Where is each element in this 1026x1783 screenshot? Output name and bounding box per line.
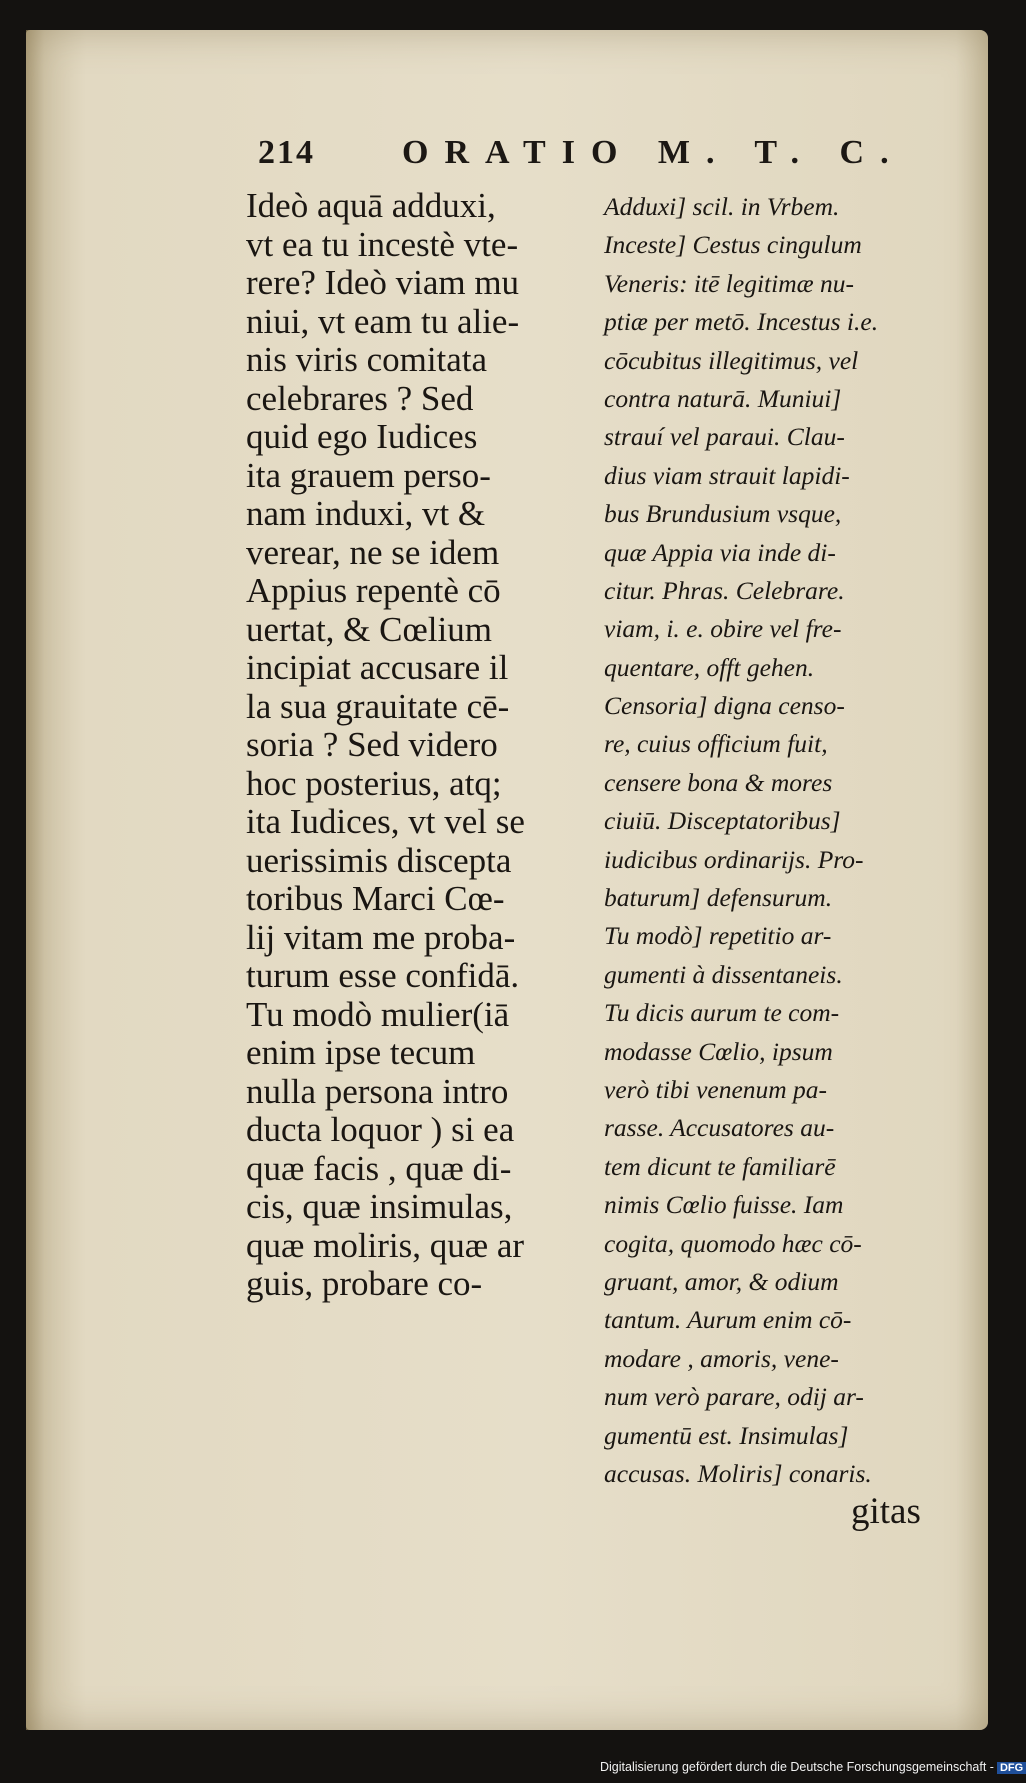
note-line: modasse Cœlio, ipsum xyxy=(604,1036,833,1066)
note-line: Inceste] Cestus cingulum xyxy=(604,230,862,260)
dfg-logo: DFG xyxy=(997,1762,1026,1774)
note-line: Tu dicis aurum te com- xyxy=(604,998,840,1028)
note-line: Veneris: itē legitimæ nu- xyxy=(604,268,854,298)
text-line: ita Iudices, vt vel se xyxy=(246,802,525,841)
note-line: gruant, amor, & odium xyxy=(604,1266,839,1296)
text-line: Ideò aquā adduxi, xyxy=(246,186,496,225)
note-line: Adduxi] scil. in Vrbem. xyxy=(604,192,840,221)
text-line: verear, ne se idem xyxy=(246,532,500,572)
credit-text: Digitalisierung gefördert durch die Deutsche Forschungsgemeinschaft - xyxy=(600,1760,994,1774)
note-line: nimis Cœlio fuisse. Iam xyxy=(604,1190,844,1220)
note-line: ciuiū. Disceptatoribus] xyxy=(604,806,841,836)
note-line: quæ Appia via inde di- xyxy=(604,537,836,567)
running-title: ORATIO M. T. C. xyxy=(402,134,905,171)
text-line: la sua grauitate cē- xyxy=(246,686,510,726)
text-line: enim ipse tecum xyxy=(246,1033,476,1072)
text-line: uertat, & Cœlium xyxy=(246,609,492,649)
note-line: bus Brundusium vsque, xyxy=(604,499,842,529)
text-line: quæ facis , quæ di- xyxy=(246,1148,512,1188)
note-line: strauí vel paraui. Clau- xyxy=(604,422,845,452)
note-line: rasse. Accusatores au- xyxy=(604,1113,835,1143)
text-line: guis, probare co- xyxy=(246,1264,483,1303)
text-line: soria ? Sed videro xyxy=(246,725,498,764)
page-number: 214 xyxy=(258,134,315,171)
note-line: modare , amoris, vene- xyxy=(604,1343,839,1373)
text-line: hoc posterius, atq; xyxy=(246,763,502,803)
note-line: re, cuius officium fuit, xyxy=(604,729,828,759)
digitization-credit xyxy=(600,1760,1024,1774)
note-line: cogita, quomodo hæc cō- xyxy=(604,1228,862,1258)
text-line: cis, quæ insimulas, xyxy=(246,1187,513,1226)
text-line: celebrares ? Sed xyxy=(246,378,474,418)
text-line: toribus Marci Cœ- xyxy=(246,879,505,918)
note-line: Censoria] digna censo- xyxy=(604,691,845,721)
note-line: ptiæ per metō. Incestus i.e. xyxy=(604,307,879,337)
text-line: niui, vt eam tu alie- xyxy=(246,301,520,341)
text-line: nis viris comitata xyxy=(246,340,488,379)
note-line: Tu modò] repetitio ar- xyxy=(604,921,832,951)
note-line: accusas. Moliris] conaris. xyxy=(604,1458,872,1488)
note-line: contra naturā. Muniui] xyxy=(604,383,842,413)
text-line: ita grauem perso- xyxy=(246,455,491,495)
note-line: iudicibus ordinarijs. Pro- xyxy=(604,844,864,874)
text-line: incipiat accusare il xyxy=(246,648,509,687)
note-line: dius viam strauit lapidi- xyxy=(604,460,850,490)
note-line: gumentū est. Insimulas] xyxy=(604,1420,849,1450)
note-line: num verò parare, odij ar- xyxy=(604,1382,864,1412)
marginal-notes-column xyxy=(604,188,952,1493)
text-line: quid ego Iudices xyxy=(246,417,478,456)
text-line: uerissimis discepta xyxy=(246,840,512,880)
note-line: baturum] defensurum. xyxy=(604,883,833,913)
main-text-column xyxy=(246,187,594,1304)
note-line: viam, i. e. obire vel fre- xyxy=(604,614,842,644)
note-line: tem dicunt te familiarē xyxy=(604,1151,836,1181)
text-line: ducta loquor ) si ea xyxy=(246,1110,515,1149)
note-line: quentare, offt gehen. xyxy=(604,652,815,682)
text-line: nulla persona intro xyxy=(246,1071,509,1111)
note-line: verò tibi venenum pa- xyxy=(604,1074,828,1104)
text-line: quæ moliris, quæ ar xyxy=(246,1225,525,1265)
note-line: tantum. Aurum enim cō- xyxy=(604,1305,852,1335)
text-line: Appius repentè cō xyxy=(246,571,501,610)
text-line: turum esse confidā. xyxy=(246,956,520,995)
catchword: gitas xyxy=(851,1491,921,1532)
text-line: rere? Ideò viam mu xyxy=(246,263,520,302)
text-line: Tu modò mulier(iā xyxy=(246,994,510,1034)
text-line: nam induxi, vt & xyxy=(246,494,486,533)
note-line: gumenti à dissentaneis. xyxy=(604,959,843,989)
note-line: cōcubitus illegitimus, vel xyxy=(604,345,859,375)
note-line: censere bona & mores xyxy=(604,767,833,797)
text-line: lij vitam me proba- xyxy=(246,917,516,957)
text-line: vt ea tu incestè vte- xyxy=(246,224,519,264)
note-line: citur. Phras. Celebrare. xyxy=(604,575,845,605)
